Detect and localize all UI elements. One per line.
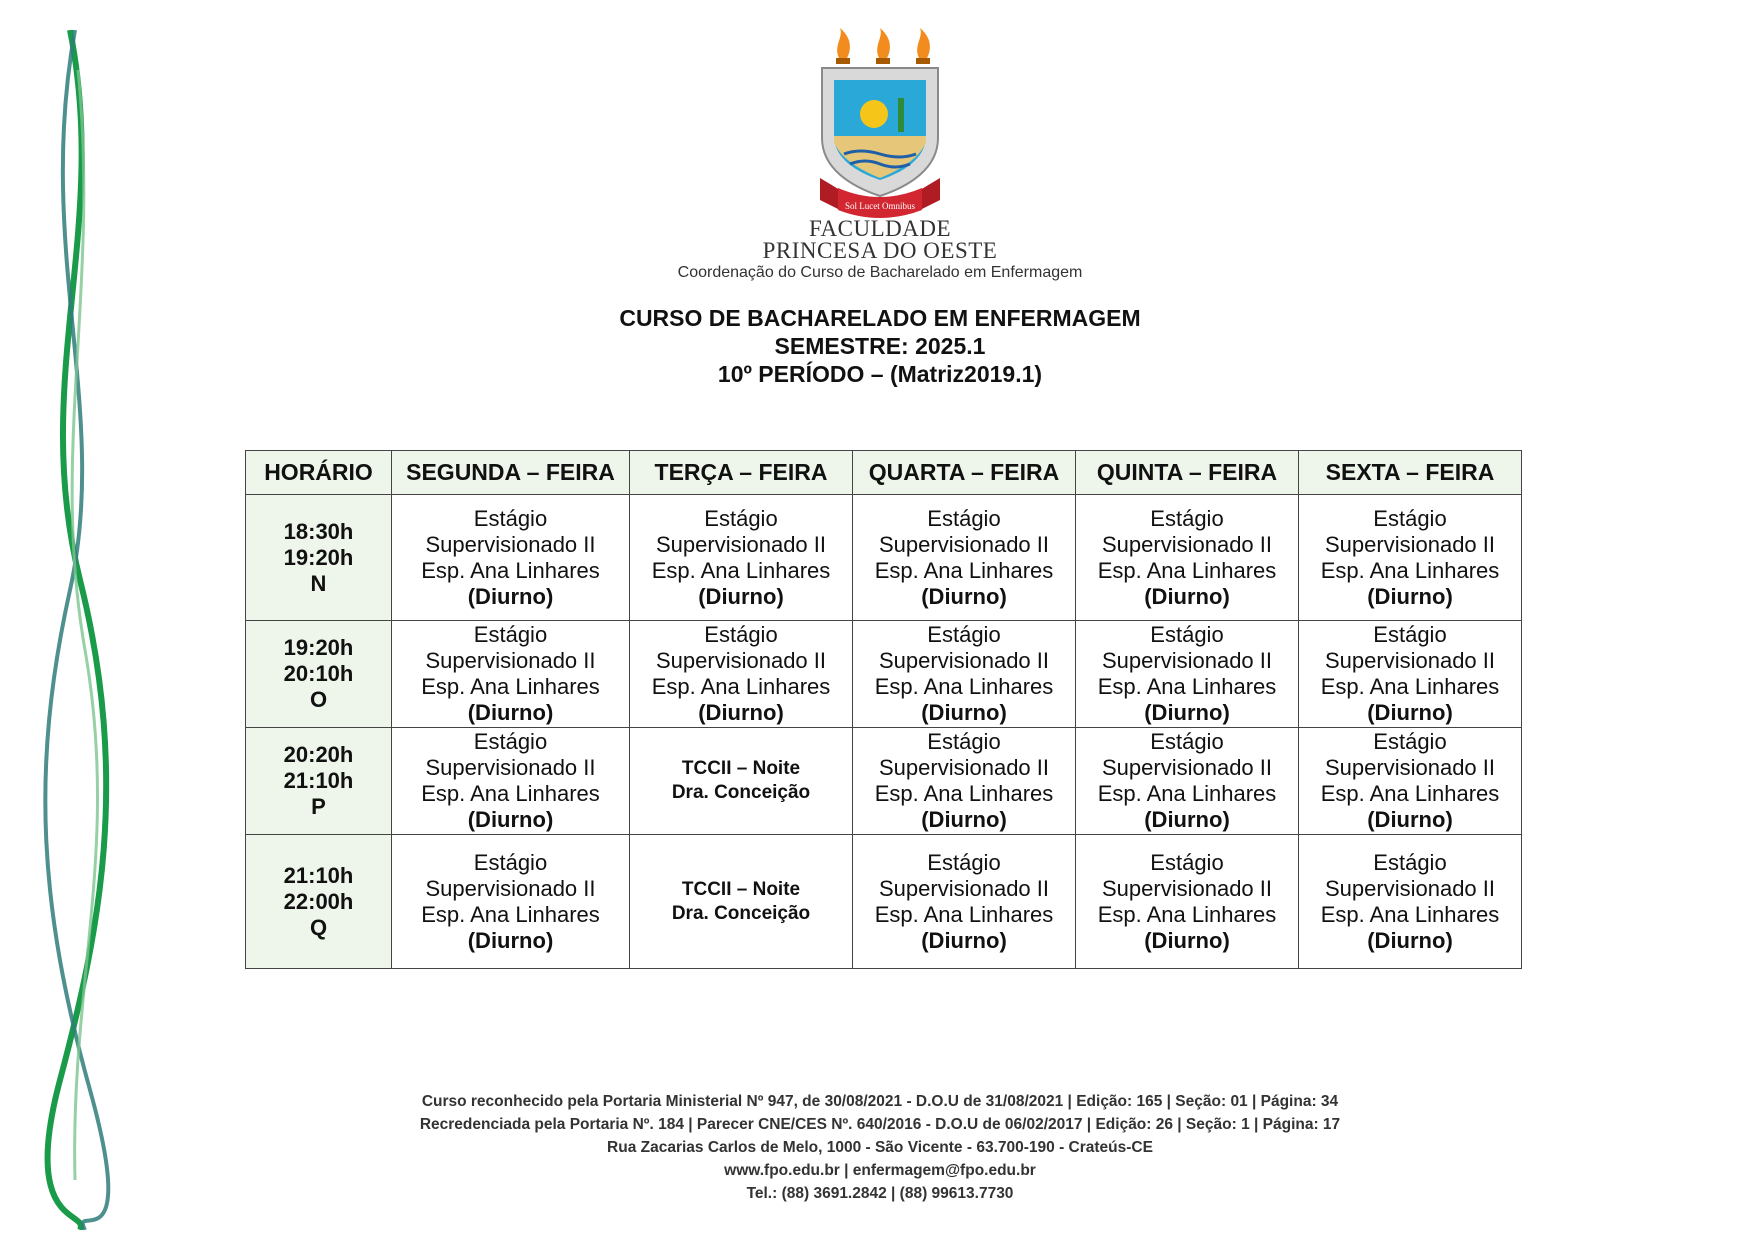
tcc-cell: TCCII – Noite Dra. Conceição xyxy=(630,728,853,835)
course-title: CURSO DE BACHARELADO EM ENFERMAGEM xyxy=(619,305,1141,331)
document-titles xyxy=(400,304,1360,388)
class-cell: Estágio Supervisionado II Esp. Ana Linhares (Diurno) xyxy=(853,835,1076,969)
footer-accreditation: Recredenciada pela Portaria Nº. 184 | Parecer CNE/CES Nº. 640/2016 - D.O.U de 06/02/2017 | Edição: 26 | Seção: 1 | Página: 17 xyxy=(419,1116,1341,1133)
brand-name-line2: PRINCESA DO OESTE xyxy=(762,238,998,263)
footer-recognition: Curso reconhecido pela Portaria Ministerial Nº 947, de 30/08/2021 - D.O.U de 31/08/2021 | Edição: 165 | Seção: 01 | Página: 34 xyxy=(421,1093,1339,1110)
brand-name-line1: FACULDADE xyxy=(808,216,952,241)
class-cell: Estágio Supervisionado II Esp. Ana Linhares (Diurno) xyxy=(1076,495,1299,621)
class-cell: Estágio Supervisionado II Esp. Ana Linhares (Diurno) xyxy=(392,728,630,835)
class-cell: Estágio Supervisionado II Esp. Ana Linhares (Diurno) xyxy=(1076,835,1299,969)
ribbon-strand-green xyxy=(48,30,107,1230)
class-cell: Estágio Supervisionado II Esp. Ana Linhares (Diurno) xyxy=(392,495,630,621)
period-title: 10º PERÍODO – (Matriz2019.1) xyxy=(717,361,1043,387)
schedule-table xyxy=(245,450,1522,969)
table-row xyxy=(246,495,1522,621)
class-cell: Estágio Supervisionado II Esp. Ana Linhares (Diurno) xyxy=(1299,728,1522,835)
tcc-cell: TCCII – Noite Dra. Conceição xyxy=(630,835,853,969)
header-quinta: QUINTA – FEIRA xyxy=(1076,451,1299,495)
document-footer xyxy=(300,1090,1460,1205)
table-row xyxy=(246,621,1522,728)
footer-phone: Tel.: (88) 3691.2842 | (88) 99613.7730 xyxy=(746,1185,1014,1202)
header-segunda: SEGUNDA – FEIRA xyxy=(392,451,630,495)
institution-logo xyxy=(600,28,1160,288)
class-cell: Estágio Supervisionado II Esp. Ana Linhares (Diurno) xyxy=(1299,835,1522,969)
class-cell: Estágio Supervisionado II Esp. Ana Linhares (Diurno) xyxy=(853,495,1076,621)
time-cell: 21:10h 22:00h Q xyxy=(246,835,392,969)
time-cell: 20:20h 21:10h P xyxy=(246,728,392,835)
class-cell: Estágio Supervisionado II Esp. Ana Linhares (Diurno) xyxy=(1299,495,1522,621)
cactus-icon xyxy=(898,98,904,132)
semester-title: SEMESTRE: 2025.1 xyxy=(774,333,986,359)
header-sexta: SEXTA – FEIRA xyxy=(1299,451,1522,495)
footer-address: Rua Zacarias Carlos de Melo, 1000 - São Vicente - 63.700-190 - Crateús-CE xyxy=(607,1139,1153,1156)
crest-emblem xyxy=(810,28,950,228)
footer-web-email: www.fpo.edu.br | enfermagem@fpo.edu.br xyxy=(724,1162,1036,1179)
header-terca: TERÇA – FEIRA xyxy=(630,451,853,495)
class-cell: Estágio Supervisionado II Esp. Ana Linhares (Diurno) xyxy=(853,621,1076,728)
class-cell: Estágio Supervisionado II Esp. Ana Linhares (Diurno) xyxy=(1076,621,1299,728)
class-cell: Estágio Supervisionado II Esp. Ana Linhares (Diurno) xyxy=(1299,621,1522,728)
decorative-ribbon xyxy=(40,30,120,1230)
class-cell: Estágio Supervisionado II Esp. Ana Linhares (Diurno) xyxy=(1076,728,1299,835)
time-cell: 18:30h 19:20h N xyxy=(246,495,392,621)
class-cell: Estágio Supervisionado II Esp. Ana Linhares (Diurno) xyxy=(392,621,630,728)
class-cell: Estágio Supervisionado II Esp. Ana Linhares (Diurno) xyxy=(630,621,853,728)
class-cell: Estágio Supervisionado II Esp. Ana Linhares (Diurno) xyxy=(853,728,1076,835)
time-cell: 19:20h 20:10h O xyxy=(246,621,392,728)
class-cell: Estágio Supervisionado II Esp. Ana Linhares (Diurno) xyxy=(630,495,853,621)
header-horario: HORÁRIO xyxy=(246,451,392,495)
header-quarta: QUARTA – FEIRA xyxy=(853,451,1076,495)
motto-text: Sol Lucet Omnibus xyxy=(845,201,915,211)
brand-subtitle: Coordenação do Curso de Bacharelado em Enfermagem xyxy=(677,264,1083,281)
table-header-row xyxy=(246,451,1522,495)
sun-icon xyxy=(860,100,888,128)
flame-icons xyxy=(836,28,930,64)
table-row xyxy=(246,835,1522,969)
table-row xyxy=(246,728,1522,835)
class-cell: Estágio Supervisionado II Esp. Ana Linhares (Diurno) xyxy=(392,835,630,969)
